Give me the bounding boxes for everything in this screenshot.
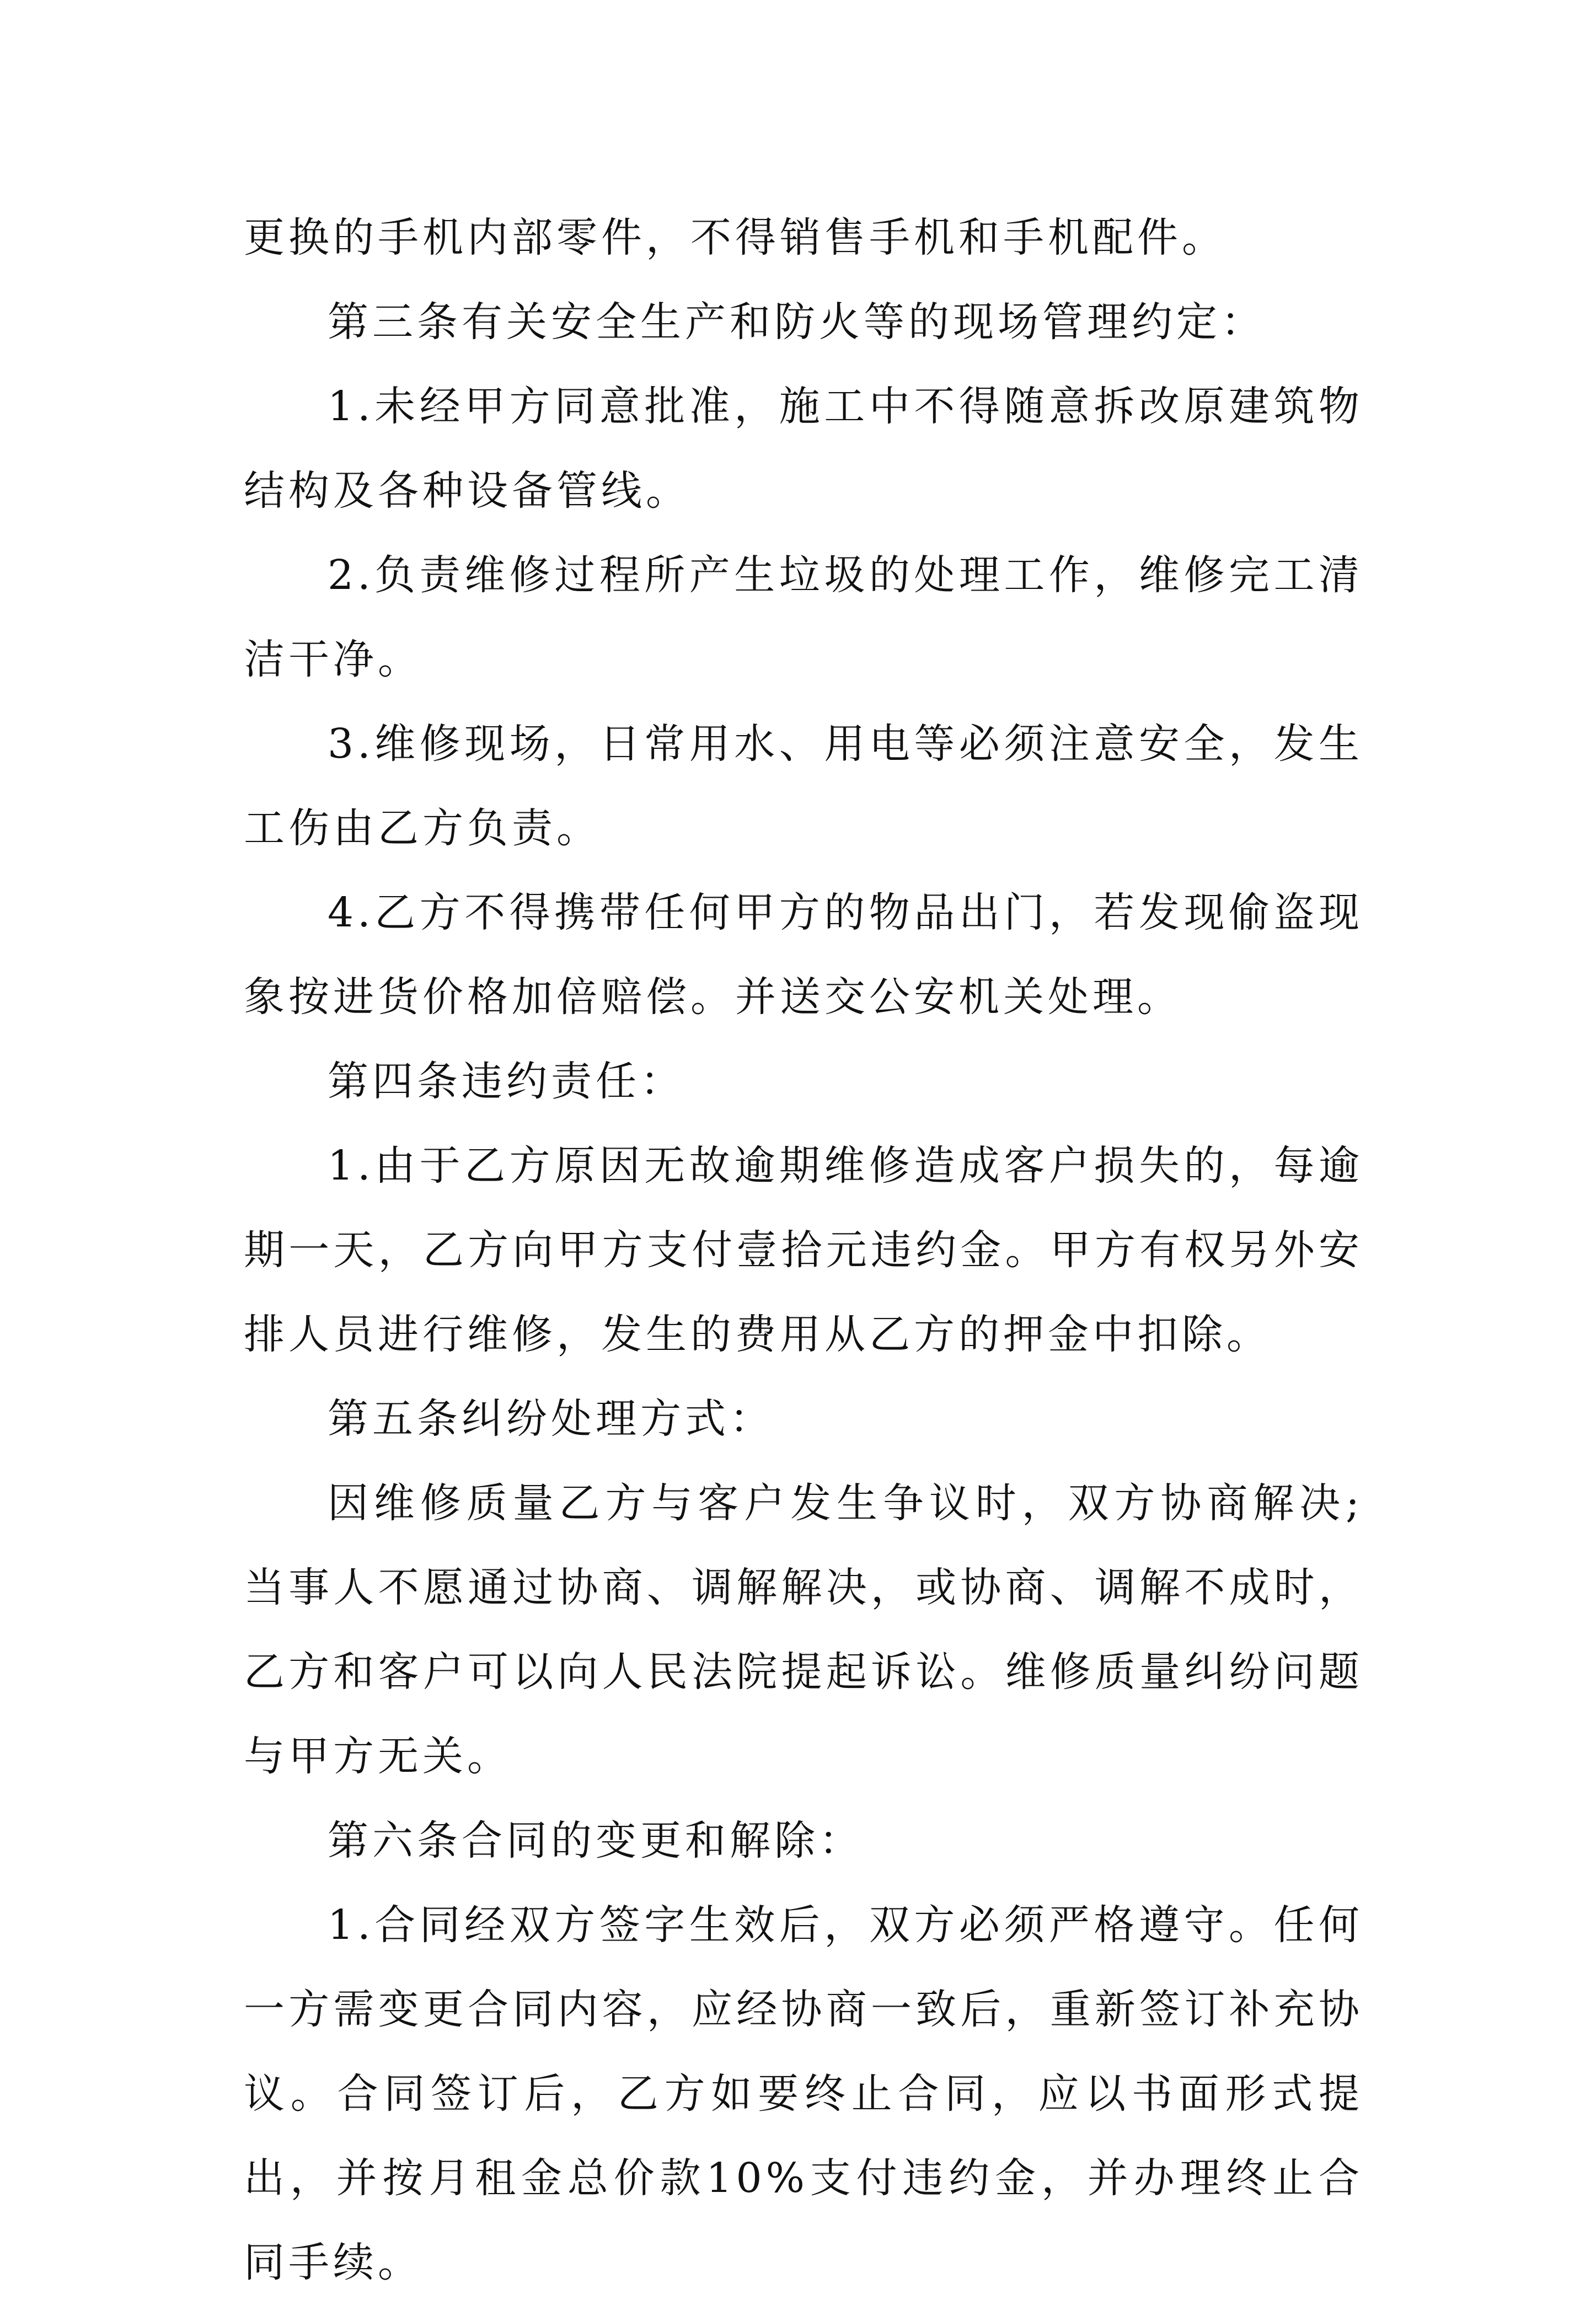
article-3-heading: 第三条有关安全生产和防火等的现场管理约定： [328,298,1266,346]
article-5-heading: 第五条纠纷处理方式： [328,1395,774,1443]
article-3-item-1: 1.未经甲方同意批准，施工中不得随意拆改原建筑物结构及各种设备管线。 [244,383,1363,514]
article-4-item-1: 1.由于乙方原因无故逾期维修造成客户损失的，每逾期一天，乙方向甲方支付壹拾元违约金。甲方有权另外安排人员进行维修，发生的费用从乙方的押金中扣除。 [244,1142,1363,1358]
article-6-heading: 第六条合同的变更和解除： [328,1817,864,1864]
article-3-item-4: 4.乙方不得携带任何甲方的物品出门，若发现偷盗现象按进货价格加倍赔偿。并送交公安机关处理。 [244,889,1363,1021]
article-5-body: 因维修质量乙方与客户发生争议时，双方协商解决;当事人不愿通过协商、调解解决，或协商、调解不成时，乙方和客户可以向人民法院提起诉讼。维修质量纠纷问题与甲方无关。 [244,1480,1363,1780]
article-3-item-3: 3.维修现场，日常用水、用电等必须注意安全，发生工伤由乙方负责。 [244,720,1363,852]
article-6-item-1: 1.合同经双方签字生效后，双方必须严格遵守。任何一方需变更合同内容，应经协商一致后，重新签订补充协议。合同签订后，乙方如要终止合同，应以书面形式提出，并按月租金总价款10%支付违约金，并办理终止合同手续。 [244,1901,1363,2286]
document-body [244,196,1363,2305]
article-4-heading: 第四条违约责任： [328,1058,685,1105]
paragraph-continuation: 更换的手机内部零件，不得销售手机和手机配件。 [244,214,1227,261]
article-3-item-2: 2.负责维修过程所产生垃圾的处理工作，维修完工清洁干净。 [244,551,1363,683]
